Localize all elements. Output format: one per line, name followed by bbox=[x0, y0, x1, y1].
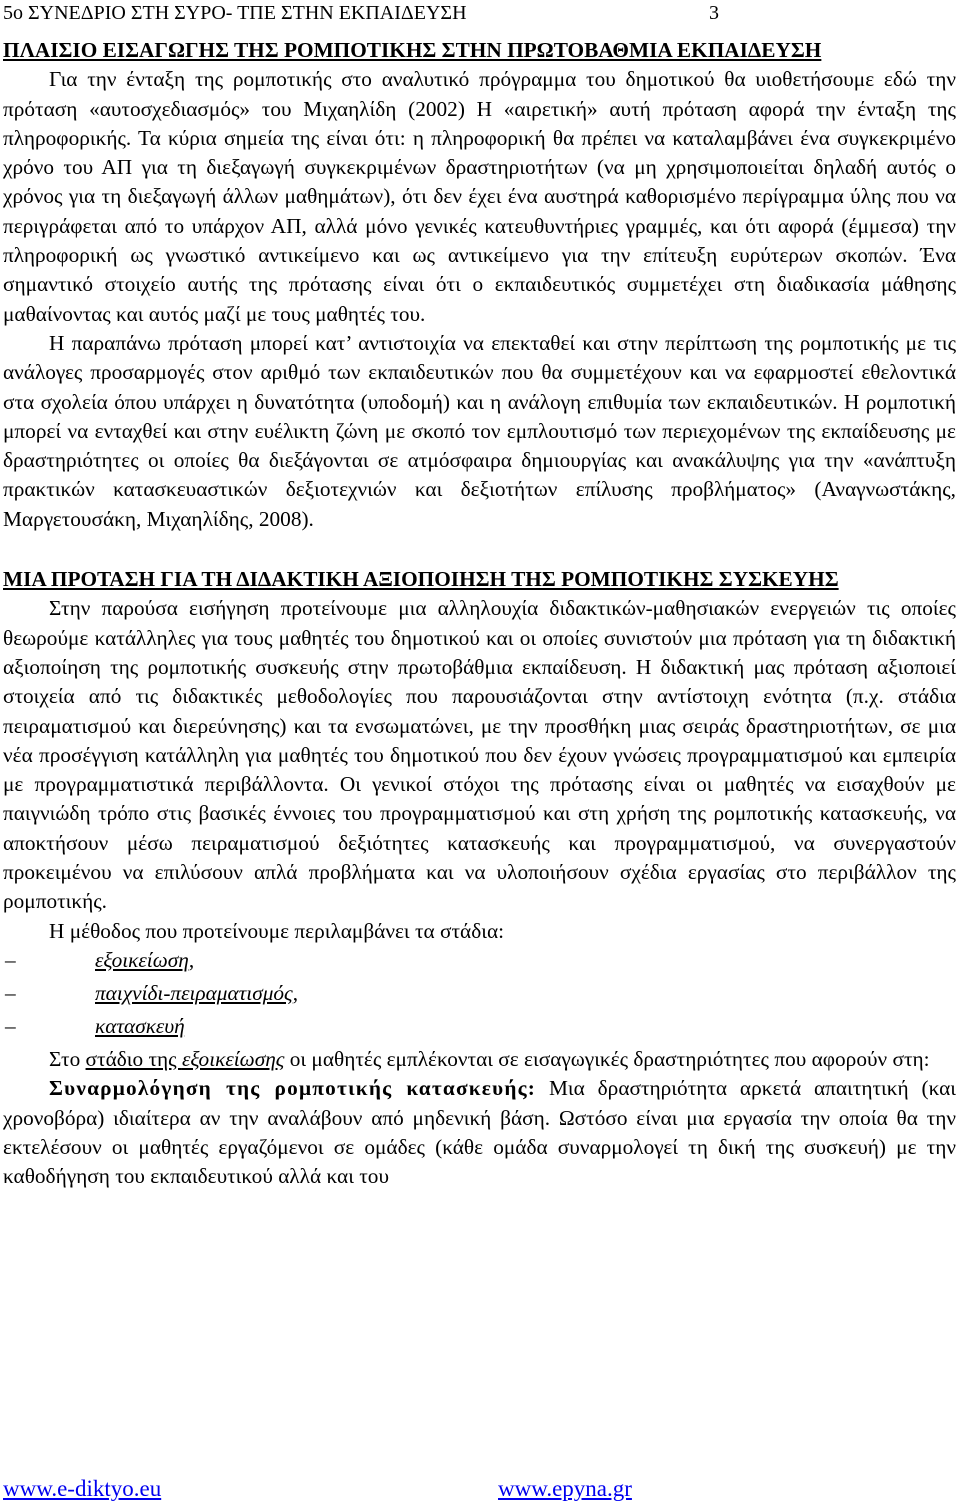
list-dash: – bbox=[5, 1013, 16, 1038]
stage-link-part2: εξοικείωσης bbox=[181, 1046, 285, 1071]
stage-separator: , bbox=[292, 980, 299, 1005]
page-number: 3 bbox=[709, 2, 719, 24]
stage-familiarization: εξοικείωση bbox=[95, 947, 189, 972]
list-dash: – bbox=[5, 980, 16, 1005]
stage-construction: κατασκευή bbox=[95, 1013, 185, 1038]
stage-separator: , bbox=[188, 947, 195, 972]
section-spacer bbox=[3, 534, 956, 565]
section-title-robotics-framework: ΠΛΑΙΣΙΟ ΕΙΣΑΓΩΓΗΣ ΤΗΣ ΡΟΜΠΟΤΙΚΗΣ ΣΤΗΝ ΠΡΩΤΟΒΑΘΜΙΑ ΕΚΠΑΙΔΕΥΣΗ bbox=[3, 38, 822, 62]
list-dash: – bbox=[5, 947, 16, 972]
stage-play-experimentation: παιχνίδι-πειραματισμός bbox=[95, 980, 293, 1005]
stage-para-prefix: Στο bbox=[49, 1046, 86, 1071]
stage-list bbox=[3, 946, 956, 1045]
assembly-label: Συναρμολόγηση της ρομποτικής κατασκευής: bbox=[49, 1076, 537, 1101]
list-item bbox=[3, 979, 956, 1012]
paragraph-method-intro: Η μέθοδος που προτείνουμε περιλαμβάνει τα στάδια: bbox=[49, 918, 505, 943]
section-title-didactic-proposal: ΜΙΑ ΠΡΟΤΑΣΗ ΓΙΑ ΤΗ ΔΙΔΑΚΤΙΚΗ ΑΞΙΟΠΟΙΗΣΗ ΤΗΣ ΡΟΜΠΟΤΙΚΗΣ ΣΥΣΚΕΥΗΣ bbox=[3, 567, 839, 592]
list-item bbox=[3, 946, 956, 979]
paragraph-assembly bbox=[3, 1074, 956, 1191]
conference-title: 5o ΣΥΝΕΔΡΙΟ ΣΤΗ ΣΥΡΟ- ΤΠΕ ΣΤΗΝ ΕΚΠΑΙΔΕΥΣΗ bbox=[3, 2, 467, 24]
list-item bbox=[3, 1012, 956, 1045]
paragraph-improvisation-proposal: Για την ένταξη της ρομποτικής στο αναλυτικό πρόγραμμα του δημοτικού θα υιοθετήσουμε εδώ την πρόταση «αυτοσχεδιασμός» του Μιχαηλίδη (2002) Η «αιρετική» αυτή πρόταση αφορά την ένταξη της πληροφορικής. Τα κύρια σημεία της είναι ότι: η πληροφορική θα πρέπει να καταλαμβάνει ένα συγκεκριμένο χρόνο του ΑΠ για τη διεξαγωγή συγκεκριμένων δραστηριοτήτων (να μη χρησιμοποιείται δηλαδή αυτός ο χρόνος για τη διεξαγωγή άλλων μαθημάτων), ότι δεν έχει ένα αυστηρά καθορισμένο περίγραμμα ύλης που να περιγράφεται από το υπάρχον ΑΠ, αλλά μόνο γενικές κατευθυντήριες γραμμές, και ότι αφορά (έμμεσα) την πληροφορική ως γνωστικό αντικείμενο και ως αντικείμενο για την επίτευξη ευρύτερων σκοπών. Ένα σημαντικό στοιχείο αυτής της πρότασης είναι ότι ο εκπαιδευτικός συμμετέχει στη διαδικασία μάθησης μαθαίνοντας και αυτός μαζί με τους μαθητές του. bbox=[3, 67, 956, 326]
page-footer bbox=[3, 1474, 956, 1506]
paragraph-familiarization-stage bbox=[3, 1045, 956, 1074]
page-content bbox=[3, 36, 956, 1191]
stage-para-rest: οι μαθητές εμπλέκονται σε εισαγωγικές δραστηριότητες που αφορούν στη: bbox=[284, 1046, 930, 1071]
paragraph-robotics-extension: Η παραπάνω πρόταση μπορεί κατ’ αντιστοιχία να επεκταθεί και στην περίπτωση της ρομποτικής με τις ανάλογες προσαρμογές στον αριθμό των εκπαιδευτικών που θα συμμετέχουν και να εφαρμοστεί εθελοντικά στα σχολεία όπου υπάρχει η δυνατότητα (υποδομή) και η ανάλογη επιθυμία των εκπαιδευτικών. Η ρομποτική μπορεί να ενταχθεί και στην ευέλικτη ζώνη με σκοπό τον εμπλουτισμό των περιεχομένων της εκπαίδευσης με δραστηριότητες οι οποίες θα διεξάγονται σε ατμόσφαιρα δημιουργίας και ανακάλυψης για την «ανάπτυξη πρακτικών κατασκευαστικών δεξιοτεχνιών και δεξιοτήτων επίλυσης προβλήματος» (Αναγνωστάκης, Μαργετουσάκη, Μιχαηλίδης, 2008). bbox=[3, 330, 956, 531]
paragraph-didactic-sequence: Στην παρούσα εισήγηση προτείνουμε μια αλληλουχία διδακτικών-μαθησιακών ενεργειών τις οποίες θεωρούμε κατάλληλες για τους μαθητές του δημοτικού και οι οποίες συνιστούν μια πρόταση για τη διδακτική αξιοποίηση της ρομποτικής συσκευής στην πρωτοβάθμια εκπαίδευση. Η διδακτική μας πρόταση αξιοποιεί στοιχεία από τις διδακτικές μεθοδολογίες που παρουσιάζονται στην αντίστοιχη ενότητα (π.χ. στάδια πειραματισμού και διερεύνησης) και τα ενσωματώνει, με την προσθήκη μιας σειράς δραστηριοτήτων, σε μια νέα προσέγγιση κατάλληλη για μαθητές του δημοτικού που δεν έχουν γνώσεις προγραμματισμού και εμπειρία με προγραμματιστικά περιβάλλοντα. Οι γενικοί στόχοι της πρότασης είναι οι μαθητές να εισαχθούν με παιγνιώδη τρόπο στις βασικές έννοιες του προγραμματισμού και στη χρήση της ρομποτικής κατασκευής, να αποκτήσουν μέσω πειραματισμού δεξιότητες κατασκευής και προγραμματισμού, να συνεργαστούν προκειμένου να επιλύσουν απλά προβλήματα και να υλοποιήσουν σχέδια εργασίας στο περιβάλλον της ρομποτικής. bbox=[3, 596, 956, 914]
stage-link-part1: στάδιο της bbox=[85, 1046, 182, 1071]
footer-link-ediktyo[interactable]: www.e-diktyo.eu bbox=[3, 1476, 162, 1501]
footer-link-epyna[interactable]: www.epyna.gr bbox=[498, 1476, 632, 1501]
assembly-text: Μια δραστηριότητα αρκετά απαιτητική (και χρονοβόρα) ιδιαίτερα αν την αναλάβουν από μηδενική βάση. Ωστόσο είναι μια εργασία την οποία θα την εκτελέσουν οι μαθητές εργαζόμενοι σε ομάδες (κάθε ομάδα συναρμολογεί τη δική της συσκευή) με την καθοδήγηση του εκπαιδευτικού αλλά και του bbox=[3, 1076, 956, 1189]
running-header bbox=[3, 0, 723, 28]
